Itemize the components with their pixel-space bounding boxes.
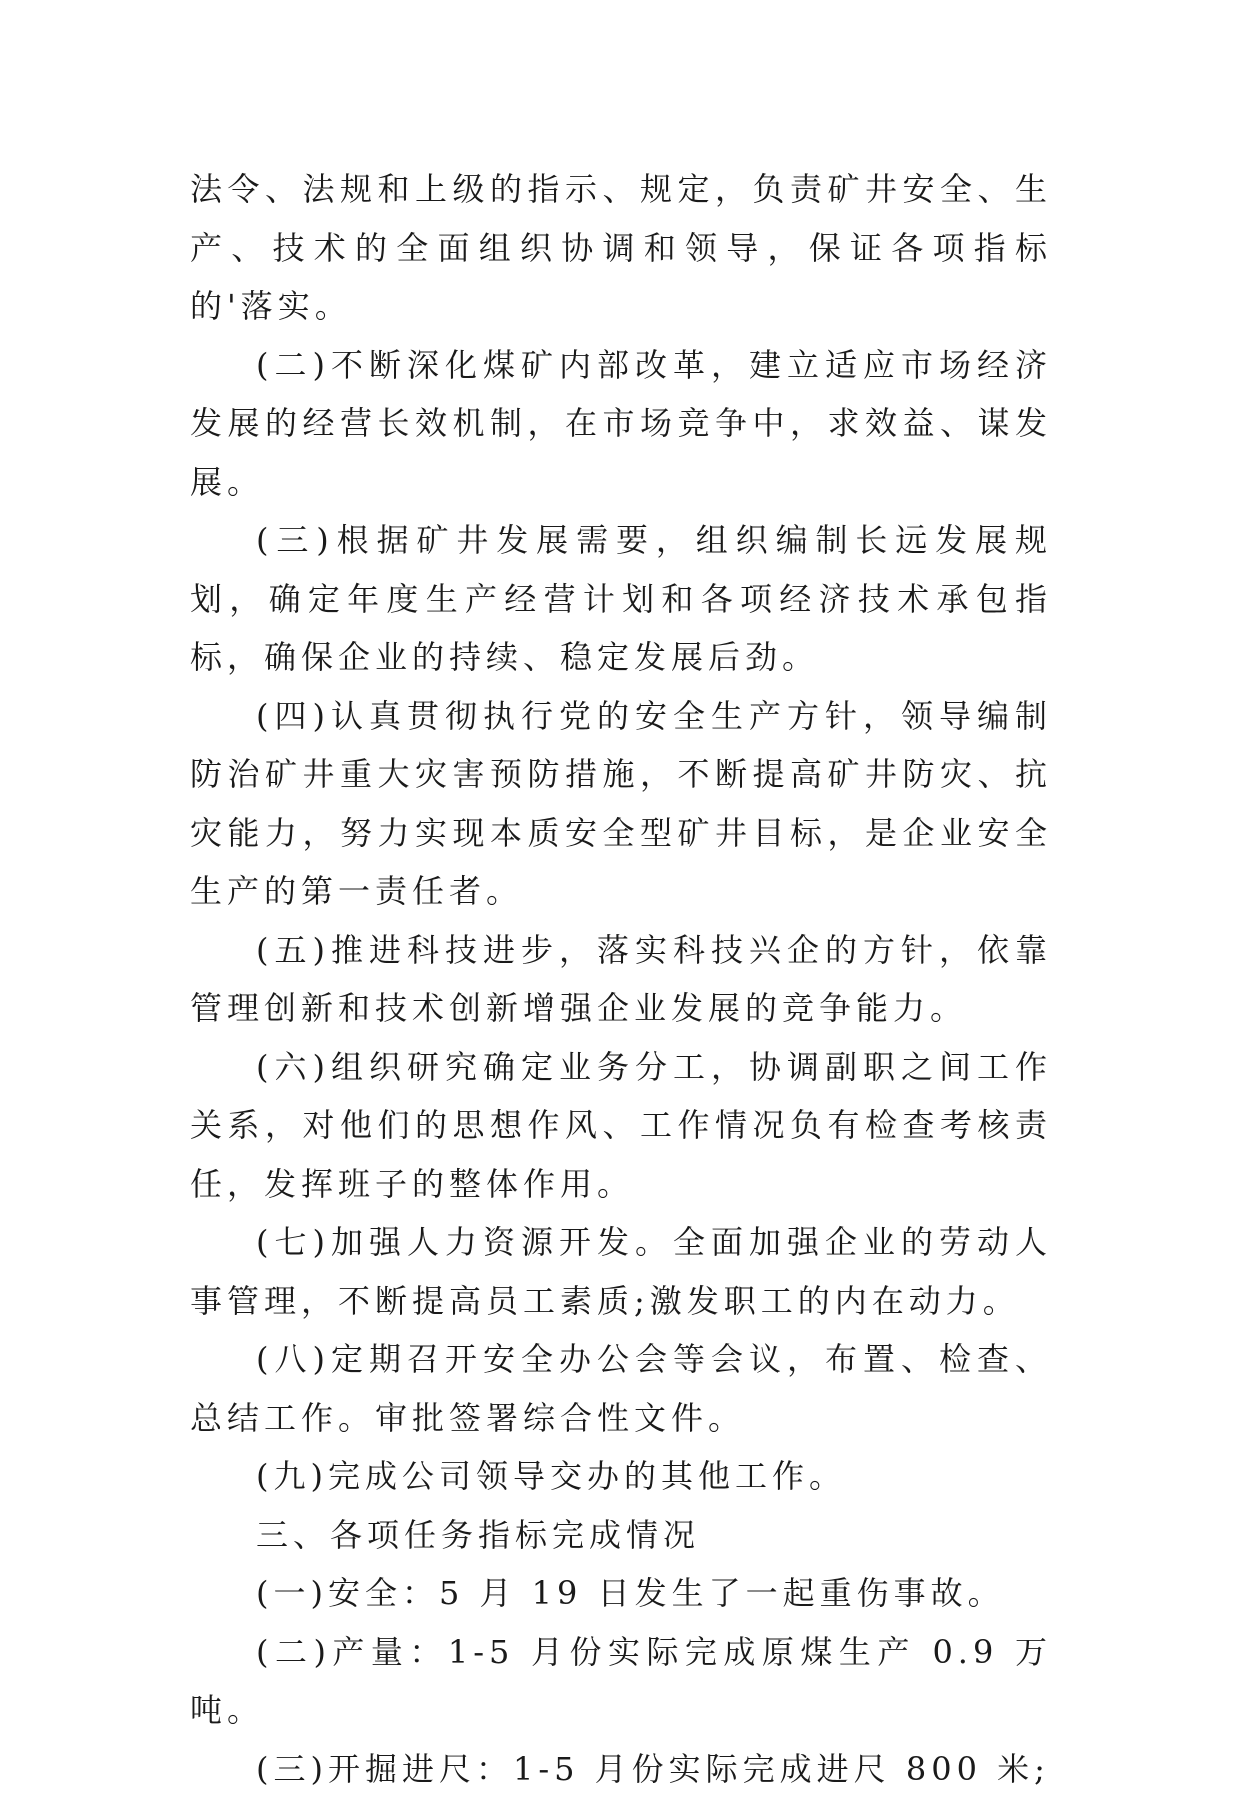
paragraph-item-7: (七)加强人力资源开发。全面加强企业的劳动人事管理，不断提高员工素质;激发职工的内在动力。 — [190, 1213, 1052, 1330]
task-safety: (一)安全：5 月 19 日发生了一起重伤事故。 — [190, 1564, 1052, 1623]
paragraph-item-5: (五)推进科技进步，落实科技兴企的方针，依靠管理创新和技术创新增强企业发展的竞争能力。 — [190, 921, 1052, 1038]
paragraph-item-4: (四)认真贯彻执行党的安全生产方针，领导编制防治矿井重大灾害预防措施，不断提高矿井防灾、抗灾能力，努力实现本质安全型矿井目标，是企业安全生产的第一责任者。 — [190, 687, 1052, 921]
section-heading-3: 三、各项任务指标完成情况 — [190, 1506, 1052, 1565]
paragraph-item-8: (八)定期召开安全办公会等会议，布置、检查、总结工作。审批签署综合性文件。 — [190, 1330, 1052, 1447]
task-excavation: (三)开掘进尺：1-5 月份实际完成进尺 800 米; — [190, 1740, 1052, 1798]
paragraph-item-3: (三)根据矿井发展需要，组织编制长远发展规划，确定年度生产经营计划和各项经济技术承包指标，确保企业的持续、稳定发展后劲。 — [190, 511, 1052, 687]
task-output: (二)产量：1-5 月份实际完成原煤生产 0.9 万吨。 — [190, 1623, 1052, 1740]
paragraph-item-6: (六)组织研究确定业务分工，协调副职之间工作关系，对他们的思想作风、工作情况负有检查考核责任，发挥班子的整体作用。 — [190, 1038, 1052, 1214]
paragraph-continuation: 法令、法规和上级的指示、规定，负责矿井安全、生产、技术的全面组织协调和领导，保证各项指标的'落实。 — [190, 160, 1052, 336]
document-body — [190, 160, 1052, 1798]
paragraph-item-9: (九)完成公司领导交办的其他工作。 — [190, 1447, 1052, 1506]
paragraph-item-2: (二)不断深化煤矿内部改革，建立适应市场经济发展的经营长效机制，在市场竞争中，求效益、谋发展。 — [190, 336, 1052, 512]
